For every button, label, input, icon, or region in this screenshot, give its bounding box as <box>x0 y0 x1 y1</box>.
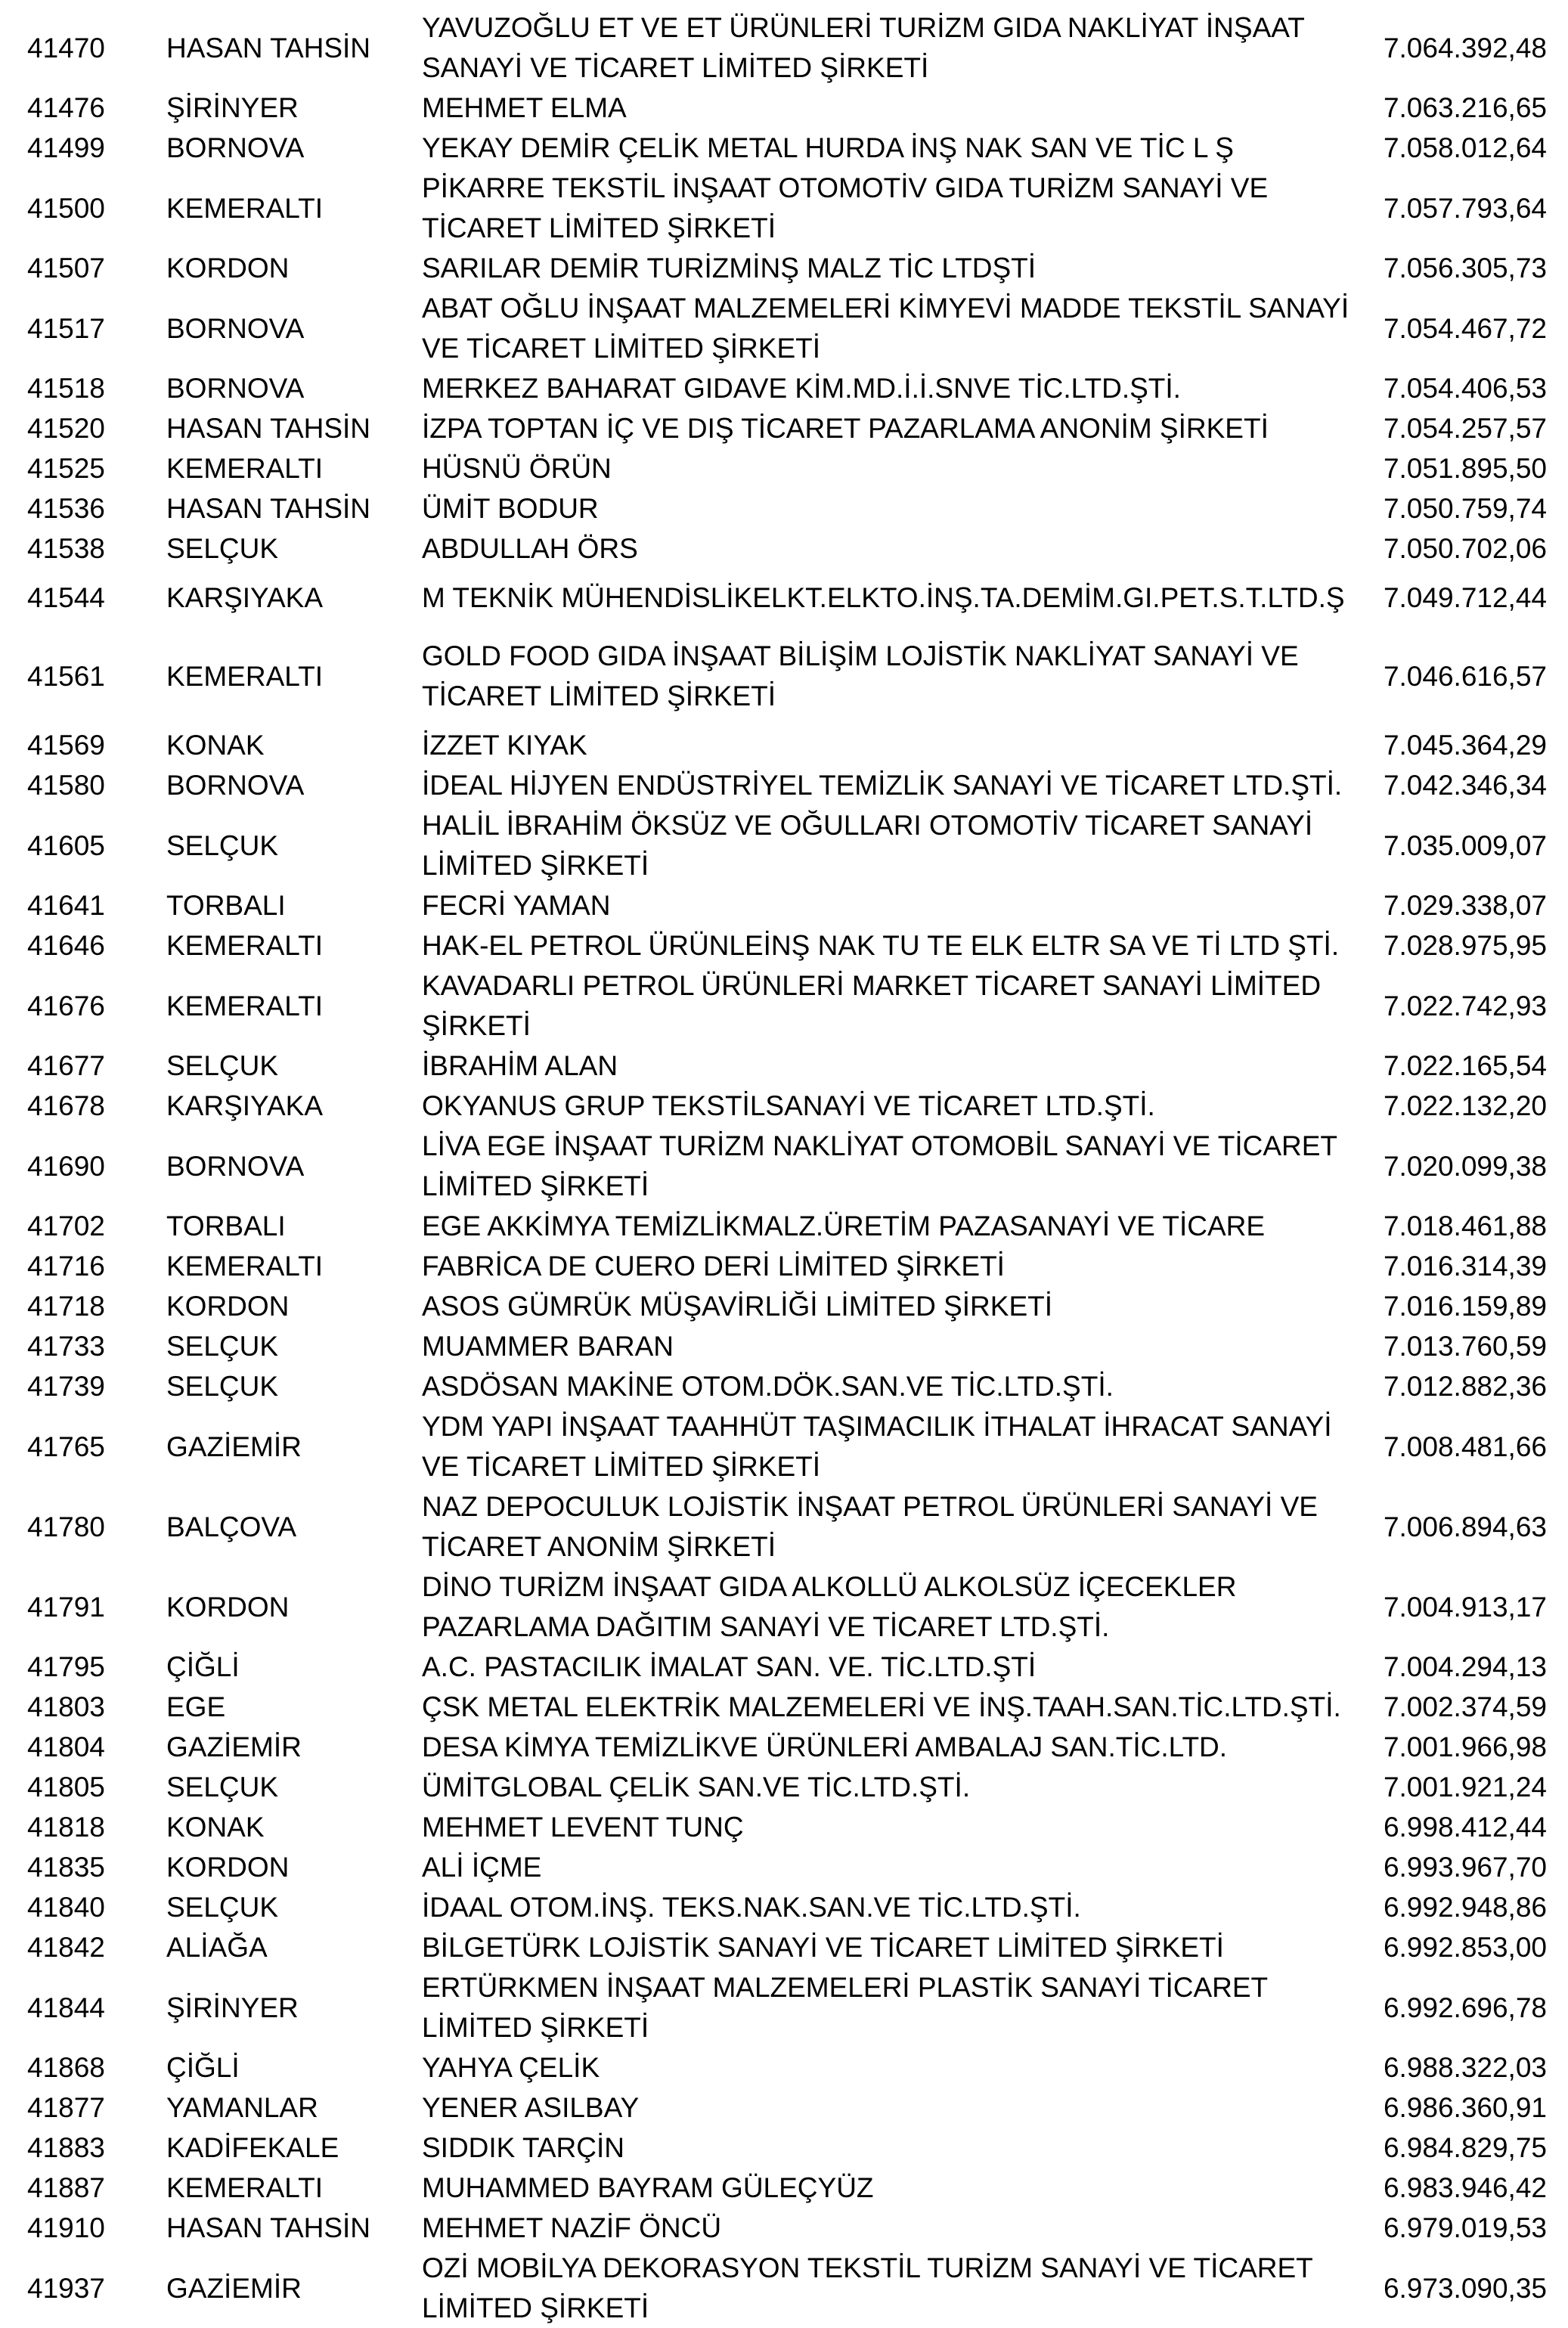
table-row <box>27 1246 1547 1286</box>
row-id-cell: 41844 <box>27 1992 105 2023</box>
row-id-cell: 41818 <box>27 1812 105 1843</box>
row-name-cell: MEHMET NAZİF ÖNCÜ <box>422 2212 722 2243</box>
row-amount-cell: 6.992.696,78 <box>1383 1992 1547 2023</box>
row-amount-cell: 7.022.165,54 <box>1383 1050 1547 1081</box>
row-amount-cell: 7.035.009,07 <box>1383 829 1547 861</box>
row-name-cell: FABRİCA DE CUERO DERİ LİMİTED ŞİRKETİ <box>422 1251 1005 1282</box>
table-row <box>27 966 1547 1046</box>
row-name-cell: İZZET KIYAK <box>422 730 587 761</box>
row-id-cell: 41678 <box>27 1090 105 1121</box>
table-row <box>27 1767 1547 1807</box>
table-row <box>27 1727 1547 1767</box>
table-row <box>27 805 1547 885</box>
row-name-cell: EGE AKKİMYA TEMİZLİKMALZ.ÜRETİM PAZASANAYİ VE TİCARE <box>422 1210 1266 1241</box>
table-row <box>27 1326 1547 1366</box>
row-amount-cell: 7.020.099,38 <box>1383 1150 1547 1182</box>
row-id-cell: 41702 <box>27 1210 105 1241</box>
row-id-cell: 41544 <box>27 582 105 613</box>
row-amount-cell: 7.004.294,13 <box>1383 1651 1547 1682</box>
row-name-cell: ERTÜRKMEN İNŞAAT MALZEMELERİ PLASTİK SANAYİ TİCARET LİMİTED ŞİRKETİ <box>422 1972 1268 2043</box>
row-id-cell: 41520 <box>27 413 105 444</box>
table-row <box>27 1887 1547 1927</box>
row-id-cell: 41840 <box>27 1892 105 1923</box>
row-amount-cell: 7.008.481,66 <box>1383 1431 1547 1462</box>
row-branch-cell: BORNOVA <box>166 312 305 344</box>
table-row <box>27 529 1547 569</box>
row-name-cell: SARILAR DEMİR TURİZMİNŞ MALZ TİC LTDŞTİ <box>422 253 1037 284</box>
row-amount-cell: 7.058.012,64 <box>1383 132 1547 163</box>
table-row <box>27 1206 1547 1246</box>
row-name-cell: YDM YAPI İNŞAAT TAAHHÜT TAŞIMACILIK İTHALAT İHRACAT SANAYİ VE TİCARET LİMİTED ŞİRKETİ <box>422 1411 1332 1482</box>
table-row <box>27 925 1547 966</box>
row-amount-cell: 7.001.966,98 <box>1383 1731 1547 1762</box>
table-row <box>27 725 1547 765</box>
row-name-cell: MERKEZ BAHARAT GIDAVE KİM.MD.İ.İ.SNVE TİC.LTD.ŞTİ. <box>422 373 1181 404</box>
row-id-cell: 41868 <box>27 2052 105 2083</box>
table-row <box>27 1927 1547 1967</box>
row-branch-cell: HASAN TAHSİN <box>166 2212 371 2243</box>
row-name-cell: İZPA TOPTAN İÇ VE DIŞ TİCARET PAZARLAMA ANONİM ŞİRKETİ <box>422 413 1269 444</box>
table-row <box>27 1046 1547 1086</box>
row-id-cell: 41887 <box>27 2172 105 2203</box>
table-row <box>27 1286 1547 1326</box>
table-row <box>27 1967 1547 2047</box>
row-amount-cell: 7.022.132,20 <box>1383 1090 1547 1121</box>
row-branch-cell: SELÇUK <box>166 1331 279 1362</box>
row-name-cell: HAK-EL PETROL ÜRÜNLEİNŞ NAK TU TE ELK ELTR SA VE Tİ LTD ŞTİ. <box>422 930 1340 961</box>
row-branch-cell: TORBALI <box>166 1210 286 1241</box>
row-name-cell: MUHAMMED BAYRAM GÜLEÇYÜZ <box>422 2172 874 2203</box>
row-amount-cell: 7.045.364,29 <box>1383 730 1547 761</box>
records-table-body <box>27 8 1547 2328</box>
row-amount-cell: 7.054.257,57 <box>1383 413 1547 444</box>
row-name-cell: ALİ İÇME <box>422 1852 542 1883</box>
row-name-cell: PİKARRE TEKSTİL İNŞAAT OTOMOTİV GIDA TURİZM SANAYİ VE TİCARET LİMİTED ŞİRKETİ <box>422 172 1269 243</box>
row-id-cell: 41646 <box>27 930 105 961</box>
row-amount-cell: 7.002.374,59 <box>1383 1691 1547 1722</box>
row-name-cell: HÜSNÜ ÖRÜN <box>422 453 612 484</box>
table-row <box>27 2248 1547 2328</box>
row-branch-cell: KEMERALTI <box>166 1251 323 1282</box>
row-amount-cell: 7.028.975,95 <box>1383 930 1547 961</box>
row-name-cell: LİVA EGE İNŞAAT TURİZM NAKLİYAT OTOMOBİL SANAYİ VE TİCARET LİMİTED ŞİRKETİ <box>422 1130 1337 1201</box>
row-id-cell: 41677 <box>27 1050 105 1081</box>
row-name-cell: HALİL İBRAHİM ÖKSÜZ VE OĞULLARI OTOMOTİV TİCARET SANAYİ LİMİTED ŞİRKETİ <box>422 810 1313 881</box>
row-id-cell: 41605 <box>27 829 105 861</box>
row-branch-cell: HASAN TAHSİN <box>166 493 371 524</box>
row-branch-cell: KONAK <box>166 1812 265 1843</box>
table-row <box>27 1486 1547 1567</box>
row-id-cell: 41842 <box>27 1932 105 1963</box>
row-id-cell: 41676 <box>27 990 105 1021</box>
row-name-cell: ÜMİTGLOBAL ÇELİK SAN.VE TİC.LTD.ŞTİ. <box>422 1772 971 1803</box>
table-row <box>27 408 1547 448</box>
row-amount-cell: 6.998.412,44 <box>1383 1812 1547 1843</box>
row-amount-cell: 6.992.948,86 <box>1383 1892 1547 1923</box>
row-id-cell: 41835 <box>27 1852 105 1883</box>
table-row <box>27 248 1547 288</box>
row-branch-cell: ALİAĞA <box>166 1932 268 1963</box>
row-id-cell: 41795 <box>27 1651 105 1682</box>
row-branch-cell: SELÇUK <box>166 1050 279 1081</box>
row-amount-cell: 6.992.853,00 <box>1383 1932 1547 1963</box>
row-id-cell: 41805 <box>27 1772 105 1803</box>
table-row <box>27 1086 1547 1126</box>
row-id-cell: 41500 <box>27 192 105 224</box>
row-id-cell: 41517 <box>27 312 105 344</box>
row-branch-cell: ŞİRİNYER <box>166 1992 299 2023</box>
row-amount-cell: 6.993.967,70 <box>1383 1852 1547 1883</box>
row-branch-cell: KEMERALTI <box>166 2172 323 2203</box>
row-amount-cell: 7.042.346,34 <box>1383 770 1547 801</box>
row-id-cell: 41690 <box>27 1150 105 1182</box>
row-name-cell: OKYANUS GRUP TEKSTİLSANAYİ VE TİCARET LTD.ŞTİ. <box>422 1090 1155 1121</box>
row-amount-cell: 6.988.322,03 <box>1383 2052 1547 2083</box>
row-amount-cell: 7.051.895,50 <box>1383 453 1547 484</box>
row-branch-cell: KARŞIYAKA <box>166 582 324 613</box>
row-branch-cell: SELÇUK <box>166 1371 279 1402</box>
row-amount-cell: 7.050.759,74 <box>1383 493 1547 524</box>
row-branch-cell: KEMERALTI <box>166 660 323 692</box>
row-id-cell: 41718 <box>27 1291 105 1322</box>
row-id-cell: 41518 <box>27 373 105 404</box>
row-amount-cell: 7.029.338,07 <box>1383 890 1547 921</box>
row-id-cell: 41536 <box>27 493 105 524</box>
row-amount-cell: 7.049.712,44 <box>1383 582 1547 613</box>
row-branch-cell: EGE <box>166 1691 226 1722</box>
row-name-cell: A.C. PASTACILIK İMALAT SAN. VE. TİC.LTD.ŞTİ <box>422 1651 1037 1682</box>
row-branch-cell: SELÇUK <box>166 829 279 861</box>
row-branch-cell: KEMERALTI <box>166 453 323 484</box>
row-name-cell: DESA KİMYA TEMİZLİKVE ÜRÜNLERİ AMBALAJ SAN.TİC.LTD. <box>422 1731 1228 1762</box>
table-row <box>27 1647 1547 1687</box>
row-branch-cell: KARŞIYAKA <box>166 1090 324 1121</box>
row-amount-cell: 7.054.467,72 <box>1383 312 1547 344</box>
table-row <box>27 885 1547 925</box>
row-name-cell: FECRİ YAMAN <box>422 890 611 921</box>
row-id-cell: 41910 <box>27 2212 105 2243</box>
row-amount-cell: 6.983.946,42 <box>1383 2172 1547 2203</box>
table-row <box>27 88 1547 128</box>
row-name-cell: OZİ MOBİLYA DEKORASYON TEKSTİL TURİZM SANAYİ VE TİCARET LİMİTED ŞİRKETİ <box>422 2252 1313 2323</box>
table-row <box>27 1567 1547 1647</box>
table-row <box>27 2047 1547 2088</box>
row-amount-cell: 7.046.616,57 <box>1383 660 1547 692</box>
row-name-cell: İBRAHİM ALAN <box>422 1050 618 1081</box>
table-row <box>27 2168 1547 2208</box>
row-name-cell: BİLGETÜRK LOJİSTİK SANAYİ VE TİCARET LİMİTED ŞİRKETİ <box>422 1932 1224 1963</box>
table-row <box>27 1126 1547 1206</box>
row-id-cell: 41716 <box>27 1251 105 1282</box>
row-branch-cell: YAMANLAR <box>166 2092 318 2123</box>
row-amount-cell: 7.004.913,17 <box>1383 1591 1547 1623</box>
row-branch-cell: BORNOVA <box>166 373 305 404</box>
row-branch-cell: BALÇOVA <box>166 1511 297 1542</box>
row-branch-cell: BORNOVA <box>166 132 305 163</box>
row-id-cell: 41883 <box>27 2132 105 2163</box>
row-amount-cell: 7.012.882,36 <box>1383 1371 1547 1402</box>
row-name-cell: M TEKNİK MÜHENDİSLİKELKT.ELKTO.İNŞ.TA.DEMİM.GI.PET.S.T.LTD.Ş <box>422 582 1345 613</box>
row-branch-cell: GAZİEMİR <box>166 1731 302 1762</box>
row-amount-cell: 7.016.314,39 <box>1383 1251 1547 1282</box>
row-branch-cell: KONAK <box>166 730 265 761</box>
row-id-cell: 41569 <box>27 730 105 761</box>
row-branch-cell: ŞİRİNYER <box>166 92 299 123</box>
row-id-cell: 41937 <box>27 2272 105 2304</box>
row-id-cell: 41804 <box>27 1731 105 1762</box>
row-branch-cell: KADİFEKALE <box>166 2132 339 2163</box>
row-branch-cell: KORDON <box>166 253 290 284</box>
row-name-cell: ASOS GÜMRÜK MÜŞAVİRLİĞİ LİMİTED ŞİRKETİ <box>422 1291 1052 1322</box>
table-row <box>27 488 1547 529</box>
table-row <box>27 1807 1547 1847</box>
row-amount-cell: 7.016.159,89 <box>1383 1291 1547 1322</box>
row-amount-cell: 7.063.216,65 <box>1383 92 1547 123</box>
table-row <box>27 1366 1547 1406</box>
row-branch-cell: KEMERALTI <box>166 192 323 224</box>
row-amount-cell: 7.013.760,59 <box>1383 1331 1547 1362</box>
row-amount-cell: 7.054.406,53 <box>1383 373 1547 404</box>
table-row <box>27 569 1547 627</box>
row-name-cell: ÇSK METAL ELEKTRİK MALZEMELERİ VE İNŞ.TAAH.SAN.TİC.LTD.ŞTİ. <box>422 1691 1341 1722</box>
row-name-cell: SIDDIK TARÇİN <box>422 2132 624 2163</box>
row-amount-cell: 7.018.461,88 <box>1383 1210 1547 1241</box>
row-name-cell: ABDULLAH ÖRS <box>422 533 638 564</box>
row-amount-cell: 7.006.894,63 <box>1383 1511 1547 1542</box>
row-id-cell: 41765 <box>27 1431 105 1462</box>
row-id-cell: 41641 <box>27 890 105 921</box>
row-id-cell: 41538 <box>27 533 105 564</box>
row-id-cell: 41733 <box>27 1331 105 1362</box>
row-amount-cell: 7.001.921,24 <box>1383 1772 1547 1803</box>
row-branch-cell: TORBALI <box>166 890 286 921</box>
row-name-cell: GOLD FOOD GIDA İNŞAAT BİLİŞİM LOJİSTİK NAKLİYAT SANAYİ VE TİCARET LİMİTED ŞİRKETİ <box>422 640 1299 711</box>
table-row <box>27 448 1547 488</box>
row-name-cell: YENER ASILBAY <box>422 2092 640 2123</box>
row-name-cell: ASDÖSAN MAKİNE OTOM.DÖK.SAN.VE TİC.LTD.ŞTİ. <box>422 1371 1114 1402</box>
row-name-cell: YAVUZOĞLU ET VE ET ÜRÜNLERİ TURİZM GIDA NAKLİYAT İNŞAAT SANAYİ VE TİCARET LİMİTED ŞİRKETİ <box>422 12 1305 83</box>
table-row <box>27 2088 1547 2128</box>
table-row <box>27 128 1547 168</box>
row-branch-cell: GAZİEMİR <box>166 1431 302 1462</box>
row-branch-cell: SELÇUK <box>166 533 279 564</box>
row-amount-cell: 6.979.019,53 <box>1383 2212 1547 2243</box>
row-name-cell: İDEAL HİJYEN ENDÜSTRİYEL TEMİZLİK SANAYİ VE TİCARET LTD.ŞTİ. <box>422 770 1343 801</box>
row-id-cell: 41507 <box>27 253 105 284</box>
row-name-cell: İDAAL OTOM.İNŞ. TEKS.NAK.SAN.VE TİC.LTD.ŞTİ. <box>422 1892 1081 1923</box>
row-branch-cell: KORDON <box>166 1291 290 1322</box>
table-row <box>27 1406 1547 1486</box>
row-name-cell: ABAT OĞLU İNŞAAT MALZEMELERİ KİMYEVİ MADDE TEKSTİL SANAYİ VE TİCARET LİMİTED ŞİRKETİ <box>422 293 1350 364</box>
row-id-cell: 41580 <box>27 770 105 801</box>
row-name-cell: YAHYA ÇELİK <box>422 2052 600 2083</box>
row-amount-cell: 7.022.742,93 <box>1383 990 1547 1021</box>
row-amount-cell: 6.973.090,35 <box>1383 2272 1547 2304</box>
row-name-cell: MUAMMER BARAN <box>422 1331 674 1362</box>
row-branch-cell: KEMERALTI <box>166 930 323 961</box>
row-name-cell: NAZ DEPOCULUK LOJİSTİK İNŞAAT PETROL ÜRÜNLERİ SANAYİ VE TİCARET ANONİM ŞİRKETİ <box>422 1491 1318 1562</box>
row-id-cell: 41877 <box>27 2092 105 2123</box>
row-branch-cell: KEMERALTI <box>166 990 323 1021</box>
row-amount-cell: 6.984.829,75 <box>1383 2132 1547 2163</box>
table-row <box>27 8 1547 88</box>
row-name-cell: MEHMET ELMA <box>422 92 627 123</box>
row-amount-cell: 6.986.360,91 <box>1383 2092 1547 2123</box>
row-name-cell: YEKAY DEMİR ÇELİK METAL HURDA İNŞ NAK SAN VE TİC L Ş <box>422 132 1234 163</box>
row-amount-cell: 7.056.305,73 <box>1383 253 1547 284</box>
row-branch-cell: KORDON <box>166 1852 290 1883</box>
row-id-cell: 41525 <box>27 453 105 484</box>
table-row <box>27 1847 1547 1887</box>
row-branch-cell: ÇİĞLİ <box>166 1651 240 1682</box>
table-row <box>27 765 1547 805</box>
table-row <box>27 368 1547 408</box>
row-name-cell: MEHMET LEVENT TUNÇ <box>422 1812 744 1843</box>
row-name-cell: ÜMİT BODUR <box>422 493 599 524</box>
row-id-cell: 41561 <box>27 660 105 692</box>
row-id-cell: 41470 <box>27 32 105 64</box>
table-row <box>27 168 1547 248</box>
row-amount-cell: 7.064.392,48 <box>1383 32 1547 64</box>
row-id-cell: 41780 <box>27 1511 105 1542</box>
row-branch-cell: SELÇUK <box>166 1892 279 1923</box>
row-branch-cell: BORNOVA <box>166 1150 305 1182</box>
table-row <box>27 627 1547 725</box>
row-amount-cell: 7.050.702,06 <box>1383 533 1547 564</box>
records-table <box>27 8 1547 2328</box>
row-amount-cell: 7.057.793,64 <box>1383 192 1547 224</box>
row-id-cell: 41499 <box>27 132 105 163</box>
table-row <box>27 2128 1547 2168</box>
row-id-cell: 41803 <box>27 1691 105 1722</box>
row-branch-cell: ÇİĞLİ <box>166 2052 240 2083</box>
row-name-cell: DİNO TURİZM İNŞAAT GIDA ALKOLLÜ ALKOLSÜZ İÇECEKLER PAZARLAMA DAĞITIM SANAYİ VE TİCARET LTD.ŞTİ. <box>422 1571 1237 1642</box>
row-branch-cell: HASAN TAHSİN <box>166 413 371 444</box>
table-row <box>27 1687 1547 1727</box>
row-id-cell: 41791 <box>27 1591 105 1623</box>
row-id-cell: 41476 <box>27 92 105 123</box>
table-row <box>27 288 1547 368</box>
row-name-cell: KAVADARLI PETROL ÜRÜNLERİ MARKET TİCARET SANAYİ LİMİTED ŞİRKETİ <box>422 970 1322 1041</box>
row-branch-cell: HASAN TAHSİN <box>166 32 371 64</box>
row-branch-cell: KORDON <box>166 1591 290 1623</box>
row-branch-cell: BORNOVA <box>166 770 305 801</box>
row-branch-cell: GAZİEMİR <box>166 2272 302 2304</box>
table-row <box>27 2208 1547 2248</box>
row-branch-cell: SELÇUK <box>166 1772 279 1803</box>
row-id-cell: 41739 <box>27 1371 105 1402</box>
